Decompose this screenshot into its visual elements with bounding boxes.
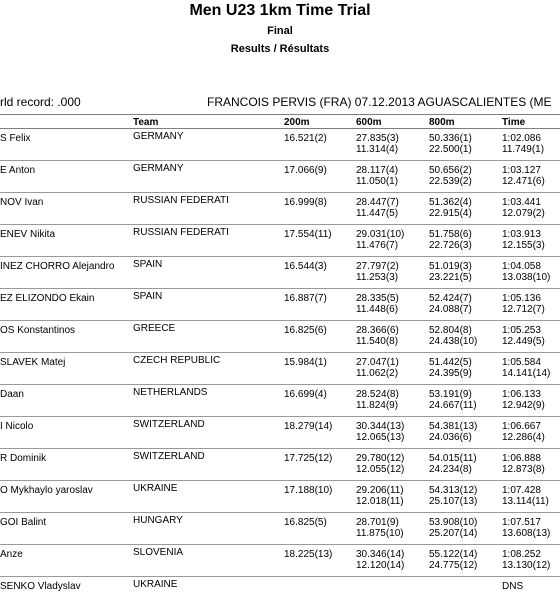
athlete-team: RUSSIAN FEDERATI <box>133 227 229 238</box>
split-600m: 29.031(10) <box>356 229 405 240</box>
split-800m: 51.758(6) <box>429 229 472 240</box>
final-time: 1:06.667 <box>502 421 541 432</box>
split-600m: 27.047(1) <box>356 357 399 368</box>
table-row <box>0 545 560 577</box>
split-600m-lap: 11.875(10) <box>356 528 404 539</box>
split-600m-lap: 11.253(3) <box>356 272 399 283</box>
athlete-team: GREECE <box>133 323 176 334</box>
final-time: 1:05.136 <box>502 293 541 304</box>
split-600m-lap: 11.062(2) <box>356 368 399 379</box>
split-200m: 16.544(3) <box>284 261 327 272</box>
column-header-200m: 200m <box>284 117 310 128</box>
final-time: 1:04.058 <box>502 261 541 272</box>
split-200m: 16.825(6) <box>284 325 327 336</box>
split-600m-lap: 12.018(11) <box>356 496 404 507</box>
final-time-lap: 13.114(11) <box>502 496 549 507</box>
split-800m-lap: 22.500(1) <box>429 144 472 155</box>
split-600m: 29.206(11) <box>356 485 404 496</box>
split-800m: 50.656(2) <box>429 165 472 176</box>
split-800m-lap: 24.088(7) <box>429 304 472 315</box>
final-time-lap: 13.608(13) <box>502 528 551 539</box>
split-200m: 17.725(12) <box>284 453 333 464</box>
world-record-holder: FRANCOIS PERVIS (FRA) 07.12.2013 AGUASCALIENTES (ME <box>207 95 552 109</box>
split-800m-lap: 25.207(14) <box>429 528 478 539</box>
athlete-name: Daan <box>0 389 24 400</box>
split-200m: 16.825(5) <box>284 517 327 528</box>
split-200m: 17.066(9) <box>284 165 327 176</box>
split-800m: 53.908(10) <box>429 517 478 528</box>
final-time-lap: 12.712(7) <box>502 304 545 315</box>
split-600m-lap: 11.050(1) <box>356 176 399 187</box>
final-time: 1:06.133 <box>502 389 541 400</box>
athlete-team: RUSSIAN FEDERATI <box>133 195 229 206</box>
athlete-name: R Dominik <box>0 453 47 464</box>
athlete-name: NOV Ivan <box>0 197 44 208</box>
split-800m-lap: 23.221(5) <box>429 272 472 283</box>
final-time-lap: 11.749(1) <box>502 144 545 155</box>
final-time: 1:07.517 <box>502 517 541 528</box>
split-600m-lap: 12.055(12) <box>356 464 405 475</box>
split-800m: 54.313(12) <box>429 485 478 496</box>
athlete-name: SENKO Vladyslav <box>0 581 81 592</box>
final-time-lap: 14.141(14) <box>502 368 551 379</box>
athlete-name: INEZ CHORRO Alejandro <box>0 261 115 272</box>
split-600m-lap: 12.065(13) <box>356 432 405 443</box>
final-time-lap: 12.942(9) <box>502 400 545 411</box>
final-time: 1:07.428 <box>502 485 541 496</box>
table-row <box>0 385 560 417</box>
athlete-team: UKRAINE <box>133 483 178 494</box>
final-time: 1:03.127 <box>502 165 541 176</box>
split-200m: 17.554(11) <box>284 229 332 240</box>
split-800m: 51.362(4) <box>429 197 472 208</box>
athlete-name: I Nicolo <box>0 421 34 432</box>
split-200m: 15.984(1) <box>284 357 327 368</box>
athlete-team: SWITZERLAND <box>133 451 205 462</box>
final-time: 1:06.888 <box>502 453 541 464</box>
athlete-name: GOI Balint <box>0 517 47 528</box>
table-row <box>0 289 560 321</box>
split-200m: 17.188(10) <box>284 485 333 496</box>
split-600m-lap: 11.540(8) <box>356 336 399 347</box>
split-800m-lap: 24.775(12) <box>429 560 478 571</box>
athlete-team: GERMANY <box>133 131 184 142</box>
athlete-team: UKRAINE <box>133 579 178 590</box>
results-label: Results / Résultats <box>230 43 330 55</box>
athlete-team: NETHERLANDS <box>133 387 208 398</box>
final-time-lap: 12.155(3) <box>502 240 545 251</box>
athlete-team: HUNGARY <box>133 515 183 526</box>
table-row <box>0 129 560 161</box>
table-row <box>0 513 560 545</box>
athlete-name: Anze <box>0 549 23 560</box>
split-600m: 27.835(3) <box>356 133 399 144</box>
final-time: 1:05.584 <box>502 357 541 368</box>
split-200m: 16.521(2) <box>284 133 327 144</box>
final-time-lap: 12.471(6) <box>502 176 545 187</box>
split-800m-lap: 22.539(2) <box>429 176 472 187</box>
split-800m-lap: 24.667(11) <box>429 400 477 411</box>
athlete-team: SPAIN <box>133 291 163 302</box>
final-time-lap: 12.079(2) <box>502 208 545 219</box>
split-200m: 16.887(7) <box>284 293 327 304</box>
athlete-team: SLOVENIA <box>133 547 184 558</box>
split-200m: 18.279(14) <box>284 421 333 432</box>
table-row <box>0 449 560 481</box>
table-row <box>0 225 560 257</box>
split-600m: 29.780(12) <box>356 453 405 464</box>
athlete-team: SWITZERLAND <box>133 419 205 430</box>
split-800m-lap: 25.107(13) <box>429 496 478 507</box>
table-row <box>0 161 560 193</box>
table-row <box>0 257 560 289</box>
split-200m: 16.699(4) <box>284 389 327 400</box>
split-200m: 18.225(13) <box>284 549 333 560</box>
split-600m-lap: 11.314(4) <box>356 144 399 155</box>
split-600m: 30.344(13) <box>356 421 405 432</box>
athlete-name: O Mykhaylo yaroslav <box>0 485 93 496</box>
split-600m: 28.366(6) <box>356 325 399 336</box>
page-title: Men U23 1km Time Trial <box>189 2 371 19</box>
split-800m: 52.804(8) <box>429 325 472 336</box>
split-200m: 16.999(8) <box>284 197 327 208</box>
column-header-time: Time <box>502 117 526 128</box>
split-600m-lap: 11.447(5) <box>356 208 399 219</box>
final-time: 1:05.253 <box>502 325 541 336</box>
split-800m-lap: 22.915(4) <box>429 208 472 219</box>
athlete-team: SPAIN <box>133 259 163 270</box>
table-row <box>0 417 560 449</box>
athlete-name: E Anton <box>0 165 36 176</box>
split-600m-lap: 11.824(9) <box>356 400 399 411</box>
split-600m: 28.524(8) <box>356 389 399 400</box>
final-time-lap: 12.449(5) <box>502 336 545 347</box>
split-600m: 27.797(2) <box>356 261 399 272</box>
athlete-team: GERMANY <box>133 163 184 174</box>
final-time: 1:03.441 <box>502 197 541 208</box>
split-600m: 28.701(9) <box>356 517 399 528</box>
final-time: 1:08.252 <box>502 549 541 560</box>
table-row <box>0 577 560 609</box>
final-time: DNS <box>502 581 524 592</box>
header-top-divider <box>0 114 560 115</box>
final-time: 1:02.086 <box>502 133 541 144</box>
world-record-label: rld record: .000 <box>0 95 81 109</box>
split-800m: 52.424(7) <box>429 293 472 304</box>
split-600m-lap: 12.120(14) <box>356 560 405 571</box>
column-header-600m: 600m <box>356 117 382 128</box>
final-time-lap: 13.130(12) <box>502 560 551 571</box>
split-800m: 51.019(3) <box>429 261 472 272</box>
final-time-lap: 13.038(10) <box>502 272 551 283</box>
split-800m-lap: 24.036(6) <box>429 432 472 443</box>
split-800m: 51.442(5) <box>429 357 472 368</box>
split-600m: 28.335(5) <box>356 293 399 304</box>
table-row <box>0 481 560 513</box>
split-800m: 53.191(9) <box>429 389 472 400</box>
column-header-800m: 800m <box>429 117 455 128</box>
split-800m-lap: 24.234(8) <box>429 464 472 475</box>
athlete-name: SLAVEK Matej <box>0 357 66 368</box>
split-800m: 55.122(14) <box>429 549 478 560</box>
athlete-name: ENEV Nikita <box>0 229 56 240</box>
athlete-name: EZ ELIZONDO Ekain <box>0 293 95 304</box>
split-800m: 54.015(11) <box>429 453 477 464</box>
split-800m-lap: 24.395(9) <box>429 368 472 379</box>
final-time-lap: 12.873(8) <box>502 464 545 475</box>
athlete-name: S Felix <box>0 133 31 144</box>
split-800m: 54.381(13) <box>429 421 478 432</box>
split-600m: 30.346(14) <box>356 549 405 560</box>
split-800m-lap: 24.438(10) <box>429 336 478 347</box>
table-row <box>0 193 560 225</box>
split-600m-lap: 11.476(7) <box>356 240 399 251</box>
athlete-team: CZECH REPUBLIC <box>133 355 221 366</box>
athlete-name: OS Konstantinos <box>0 325 76 336</box>
final-time-lap: 12.286(4) <box>502 432 545 443</box>
table-row <box>0 353 560 385</box>
column-header-team: Team <box>133 117 159 128</box>
split-800m: 50.336(1) <box>429 133 472 144</box>
table-row <box>0 321 560 353</box>
split-600m: 28.447(7) <box>356 197 399 208</box>
split-600m: 28.117(4) <box>356 165 399 176</box>
split-600m-lap: 11.448(6) <box>356 304 399 315</box>
split-800m-lap: 22.726(3) <box>429 240 472 251</box>
round-label: Final <box>267 25 293 37</box>
final-time: 1:03.913 <box>502 229 541 240</box>
